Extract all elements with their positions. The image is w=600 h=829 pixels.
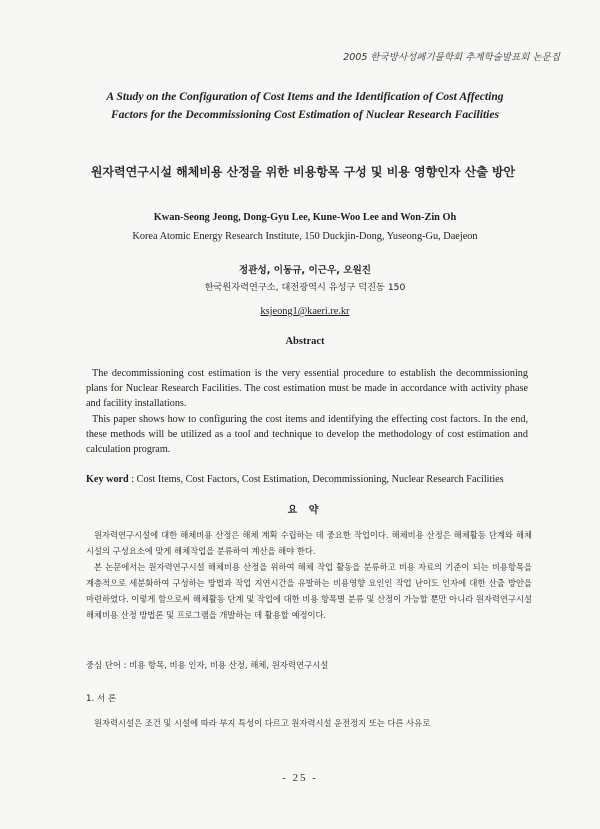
korean-abstract-paragraph: 원자력연구시설에 대한 해체비용 산정은 해체 계획 수립하는 데 중요한 작업이다. 해체비용 산정은 해체활동 단계와 해체 시설의 구성요소에 맞게 해체작업을 분류하여 계산을 해야 한다.: [86, 530, 532, 556]
intro-paragraph: 원자력시설은 조건 및 시설에 따라 부지 특성이 다르고 원자력시설 운전정지 또는 다른 사유로: [94, 718, 431, 728]
korean-affiliation: 한국원자력연구소, 대전광역시 유성구 덕진동 150: [204, 282, 406, 293]
page-number: - 25 -: [282, 772, 318, 784]
abstract-heading: Abstract: [285, 336, 325, 347]
korean-abstract-body: [86, 528, 532, 623]
keywords-text: : Cost Items, Cost Factors, Cost Estimation, Decommissioning, Nuclear Research Facilities: [131, 474, 504, 485]
abstract-paragraph: The decommissioning cost estimation is the very essential procedure to establish the decommissioning plans for Nuclear Research Facilities. The cost estimation must be made in accordance with activity phase and facility installations.: [86, 368, 528, 410]
korean-abstract-heading: 요 약: [287, 505, 323, 516]
english-title: A Study on the Configuration of Cost Items and the Identification of Cost Affecting Factors for the Decommissioning Cost Estimation of Nuclear Research Facilities: [106, 90, 504, 121]
korean-keywords: 중심 단어 : 비용 항목, 비용 인자, 비용 산정, 해체, 원자력연구시설: [86, 660, 329, 670]
korean-abstract-paragraph: 본 논문에서는 원자력연구시설 해체비용 산정을 위하여 해체 작업 활동을 분류하고 비용 자료의 기준이 되는 비용항목을 계층적으로 세분화하여 구성하는 방법과 작업 지연시간을 유발하는 비용영향 요인인 작업 난이도 인자에 대한 산출 방안을 마련하였다. 이렇게 함으로써 해체활동 단계 및 작업에 대한 비용 항목별 분류 및 산정이 가능할 뿐만 아니라 원자력연구시설 해체비용 산정 방법론 및 프로그램을 개발하는 데 활용할 예정이다.: [86, 561, 532, 620]
keywords-line: [86, 474, 546, 485]
english-affiliation: Korea Atomic Energy Research Institute, 150 Duckjin-Dong, Yuseong-Gu, Daejeon: [132, 231, 478, 242]
korean-authors: 정관성, 이동규, 이근우, 오원진: [238, 265, 372, 276]
keywords-label: Key word: [86, 474, 129, 485]
korean-title: 원자력연구시설 해체비용 산정을 위한 비용항목 구성 및 비용 영향인자 산출 방안: [90, 165, 516, 179]
abstract-body: [86, 366, 528, 457]
english-authors: Kwan-Seong Jeong, Dong-Gyu Lee, Kune-Woo Lee and Won-Zin Oh: [153, 212, 457, 223]
section-heading: 1. 서 론: [86, 694, 117, 704]
author-email: ksjeong1@kaeri.re.kr: [260, 306, 350, 317]
abstract-paragraph: This paper shows how to configuring the cost items and identifying the effecting cost factors. In the end, these methods will be utilized as a tool and technique to develop the methodology of cost estimation and calculation program.: [86, 413, 528, 456]
conference-header: 2005 한국방사성폐기물학회 추계학술발표회 논문집: [343, 52, 560, 63]
